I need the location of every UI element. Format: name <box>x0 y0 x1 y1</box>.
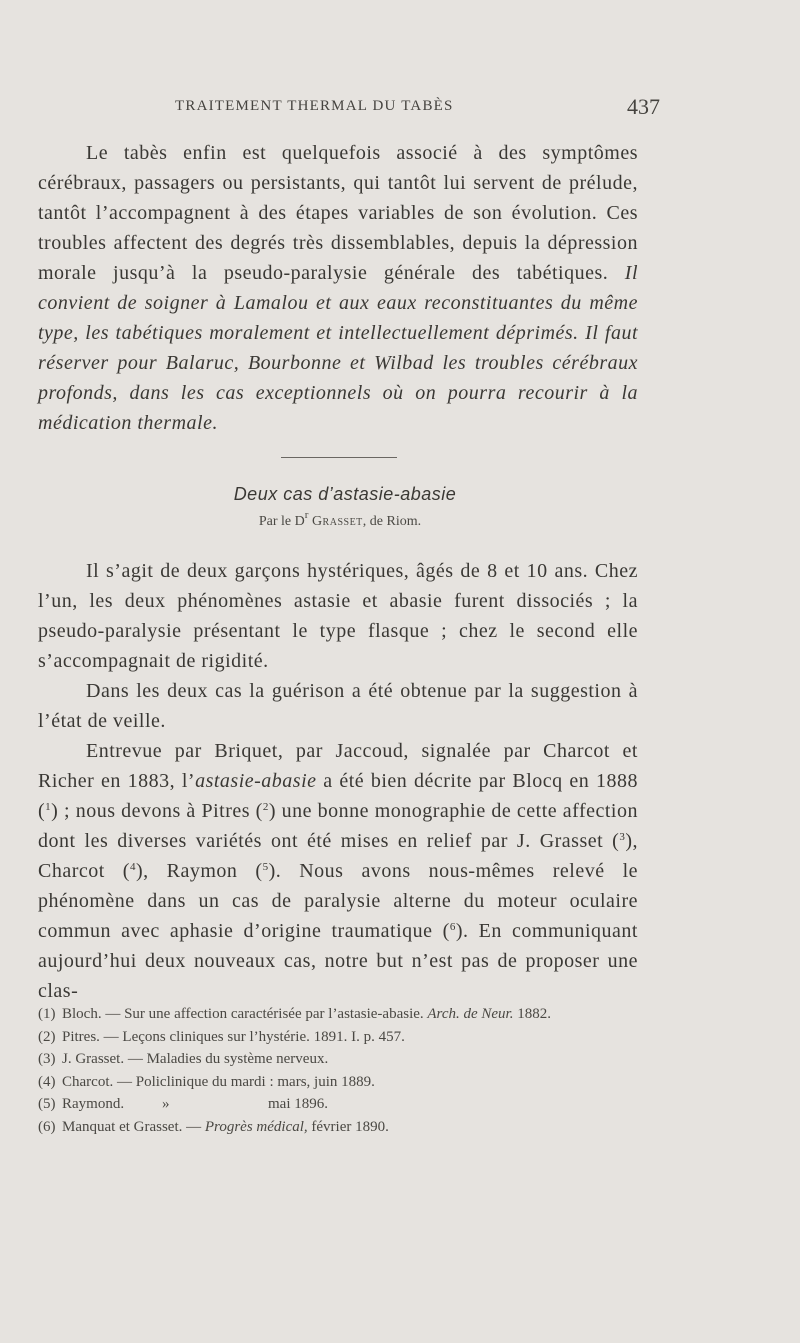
footnote-1 <box>38 1003 640 1026</box>
history-text-h: ). En communiquant aujourd’hui deux nouveaux cas, notre but n’est pas de proposer une clas- <box>38 920 638 1002</box>
footnote-4-text: Charcot. — Policlinique du mardi : mars, juin 1889. <box>62 1073 375 1090</box>
article-byline <box>0 509 680 530</box>
footnote-5-ditto: » <box>162 1096 170 1112</box>
byline-suffix: , de Riom. <box>362 514 422 529</box>
footnote-ref-4: 4 <box>129 861 136 873</box>
footnote-ref-2: 2 <box>262 801 269 813</box>
footnote-ref-6: 6 <box>449 921 456 933</box>
footnote-4 <box>38 1071 640 1094</box>
footnote-6-date: février 1890. <box>307 1118 389 1135</box>
footnote-2 <box>38 1026 640 1049</box>
footnote-1-journal: Arch. de Neur. <box>427 1006 514 1022</box>
history-text-e: ), Charcot ( <box>38 830 638 882</box>
footnote-ref-1: 1 <box>45 801 52 813</box>
page-header <box>40 94 660 128</box>
paragraph-italic-text: Il convient de soigner à Lamalou et aux eaux reconstituantes du même type, les tabétiques moralement et intellectuellement déprimés. Il faut réserver pour Balaruc, Bourbonne et Wilbad les troubles cérébraux profonds, dans les cas exceptionnels où on pourra recourir à la médication thermale. <box>38 262 638 434</box>
history-italic-term: astasie-abasie <box>195 770 317 792</box>
footnote-3-text: J. Grasset. — Maladies du système nerveux. <box>62 1051 329 1067</box>
article-title: Deux cas d’astasie-abasie <box>233 484 457 504</box>
footnote-6-number: (6) <box>38 1118 56 1135</box>
footnote-3-number: (3) <box>38 1051 56 1067</box>
footnote-5-date: mai 1896. <box>268 1096 328 1112</box>
footnote-1-year: 1882. <box>513 1006 551 1022</box>
footnote-5 <box>38 1093 640 1116</box>
running-title: TRAITEMENT THERMAL DU TABÈS <box>175 98 454 114</box>
footnote-1-text: Bloch. — Sur une affection caractérisée par l’astasie-abasie. <box>62 1006 428 1022</box>
footnote-2-text: Pitres. — Leçons cliniques sur l’hystérie. 1891. I. p. 457. <box>62 1028 405 1045</box>
history-text-g: ). Nous avons nous-mêmes relevé le phénomène dans un cas de paralysie alterne du moteur oculaire commun avec aphasie d’origine traumatique ( <box>38 860 638 942</box>
history-text-f: ), Raymon ( <box>135 860 263 882</box>
footnote-ref-3: 3 <box>619 831 626 843</box>
history-text-a: Entrevue par Briquet, par Jaccoud, signalée par Charcot et Richer en 1883, l’ <box>38 740 638 792</box>
footnote-6-text: Manquat et Grasset. — <box>62 1118 205 1135</box>
footnote-6 <box>38 1116 640 1139</box>
section-divider <box>281 457 397 458</box>
page-number: 437 <box>627 94 660 119</box>
article-body <box>38 556 638 1006</box>
paragraph-cure: Dans les deux cas la guérison a été obtenue par la suggestion à l’état de veille. <box>38 680 638 732</box>
footnote-ref-5: 5 <box>262 861 269 873</box>
paragraph-cases: Il s’agit de deux garçons hystériques, âgés de 8 et 10 ans. Chez l’un, les deux phénomènes astasie et abasie furent dissociés ; la pseudo-paralysie présentant le type flasque ; chez le second elle s’accompagnait de rigidité. <box>38 560 638 672</box>
footnote-6-journal: Progrès médical, <box>204 1118 308 1135</box>
history-text-d: ) une bonne monographie de cette affection dont les diverses variétés ont été mises en relief par J. Grasset ( <box>38 800 638 852</box>
footnote-3 <box>38 1048 640 1071</box>
footnote-5-number: (5) <box>38 1096 56 1112</box>
footnote-1-number: (1) <box>38 1006 56 1022</box>
footnote-2-number: (2) <box>38 1028 56 1045</box>
byline-prefix: Par le D <box>258 514 305 529</box>
byline-sup: r <box>304 509 309 521</box>
footnote-5-name: Raymond. <box>62 1096 125 1112</box>
paragraph-roman-text: Le tabès enfin est quelquefois associé à des symptômes cérébraux, passagers ou persistants, qui tantôt lui servent de prélude, tantôt l’accompagnent à des étapes variables de son évolution. Ces troubles affectent des degrés très dissemblables, depuis la dépression morale jusqu’à la pseudo-paralysie générale des tabétiques. <box>38 142 638 284</box>
history-text-b: a été bien décrite par Blocq en 1888 ( <box>38 770 639 822</box>
byline-author: Grasset <box>311 514 363 529</box>
footnotes <box>38 1003 640 1138</box>
paragraph-history <box>38 736 638 1006</box>
paragraph-tabes-cerebral <box>38 138 638 438</box>
footnote-4-number: (4) <box>38 1073 56 1090</box>
history-text-c: ) ; nous devons à Pitres ( <box>51 800 263 822</box>
